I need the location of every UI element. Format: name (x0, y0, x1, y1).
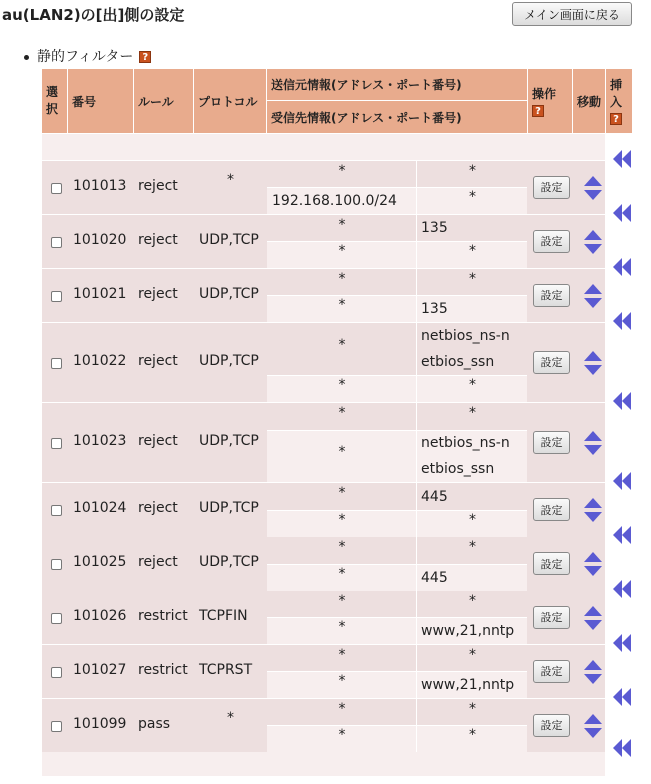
source-address: * (338, 271, 346, 287)
rule-number: 101022 (73, 352, 127, 369)
rule-type: restrict (138, 661, 188, 678)
select-checkbox[interactable] (51, 721, 62, 732)
insert-here-icon[interactable] (612, 738, 634, 758)
source-address: * (338, 337, 346, 353)
insert-here-icon[interactable] (612, 525, 634, 545)
setting-button[interactable]: 設定 (533, 176, 570, 199)
protocol: UDP,TCP (199, 285, 259, 302)
rule-number: 101025 (73, 554, 127, 570)
rule-type: reject (138, 177, 178, 194)
rule-type: reject (138, 500, 178, 516)
insert-here-icon[interactable] (612, 149, 634, 169)
move-updown-icon[interactable] (583, 713, 603, 739)
source-address: * (338, 701, 346, 717)
header-source (267, 69, 527, 100)
insert-here-icon[interactable] (612, 257, 634, 277)
dest-address: * (338, 619, 346, 635)
protocol: UDP,TCP (199, 352, 259, 369)
select-checkbox[interactable] (51, 559, 62, 570)
protocol: * (227, 709, 234, 726)
source-port: * (469, 405, 476, 421)
help-icon[interactable]: ? (139, 51, 151, 63)
header-rule-label: ルール (138, 94, 174, 109)
source-port: 445 (421, 488, 448, 505)
insert-here-icon[interactable] (612, 579, 634, 599)
source-port: * (469, 271, 476, 287)
select-checkbox[interactable] (51, 438, 62, 449)
source-address: * (338, 593, 346, 609)
header-number (68, 69, 133, 133)
move-updown-icon[interactable] (583, 551, 603, 577)
header-operation (528, 69, 572, 133)
dest-address: * (338, 377, 346, 393)
dest-address: * (338, 727, 346, 743)
rule-type: reject (138, 352, 178, 369)
insert-column-strip (606, 134, 632, 774)
header-move-label: 移動 (577, 94, 602, 109)
select-checkbox[interactable] (51, 667, 62, 678)
select-checkbox[interactable] (51, 613, 62, 624)
rule-number: 101020 (73, 231, 127, 248)
insert-here-icon[interactable] (612, 471, 634, 491)
protocol: UDP,TCP (199, 231, 259, 248)
source-address: * (338, 163, 346, 179)
header-protocol (194, 69, 266, 133)
rule-type: reject (138, 432, 178, 449)
source-port: * (469, 647, 476, 663)
select-checkbox[interactable] (51, 505, 62, 516)
move-updown-icon[interactable] (583, 350, 603, 376)
protocol: UDP,TCP (199, 432, 259, 449)
move-updown-icon[interactable] (583, 659, 603, 685)
dest-address: 192.168.100.0/24 (272, 192, 397, 209)
source-address: * (338, 217, 346, 233)
dest-address: * (338, 297, 346, 313)
dest-port: * (469, 727, 476, 743)
header-protocol-label: プロトコル (198, 94, 258, 109)
setting-button[interactable]: 設定 (533, 714, 570, 737)
source-address: * (338, 647, 346, 663)
source-address: * (338, 485, 346, 501)
header-rule (134, 69, 193, 133)
rule-type: pass (138, 715, 171, 732)
dest-port: * (469, 512, 476, 528)
insert-here-icon[interactable] (612, 391, 634, 411)
header-insert (606, 69, 632, 133)
rule-number: 101021 (73, 285, 127, 302)
rule-number: 101026 (73, 607, 127, 624)
dest-port: * (469, 243, 476, 259)
source-port: netbios_ns-netbios_ssn (421, 328, 510, 370)
rule-type: reject (138, 285, 178, 302)
setting-button[interactable]: 設定 (533, 230, 570, 253)
dest-port: 445 (421, 569, 448, 586)
table-spacer-row (42, 134, 605, 160)
source-port: * (469, 701, 476, 717)
header-source-label: 送信元情報(アドレス・ポート番号) (271, 78, 462, 92)
move-updown-icon[interactable] (583, 497, 603, 523)
dest-address: * (338, 673, 346, 689)
insert-here-icon[interactable] (612, 203, 634, 223)
dest-port: * (469, 189, 476, 205)
rule-type: reject (138, 554, 178, 570)
dest-port: 135 (421, 300, 448, 317)
protocol: * (227, 171, 234, 188)
dest-address: * (338, 566, 346, 582)
protocol: TCPFIN (199, 607, 248, 624)
header-insert-help-icon[interactable]: ? (610, 113, 622, 125)
protocol: TCPRST (199, 661, 253, 678)
move-updown-icon[interactable] (583, 229, 603, 255)
rule-type: reject (138, 231, 178, 248)
rule-number: 101099 (73, 715, 127, 732)
rule-number: 101024 (73, 500, 127, 516)
setting-button[interactable]: 設定 (533, 660, 570, 683)
insert-here-icon[interactable] (612, 687, 634, 707)
header-operation-label: 操作 (532, 87, 557, 101)
protocol: UDP,TCP (199, 554, 259, 570)
move-updown-icon[interactable] (583, 283, 603, 309)
source-port: 135 (421, 220, 448, 236)
protocol: UDP,TCP (199, 500, 259, 516)
header-move (573, 69, 605, 133)
header-select-label: 選択 (46, 85, 59, 116)
dest-address: * (338, 512, 346, 528)
bullet-icon (24, 55, 29, 60)
setting-button[interactable]: 設定 (533, 552, 570, 575)
dest-port: * (469, 377, 476, 393)
move-updown-icon[interactable] (583, 430, 603, 456)
source-port: * (469, 539, 476, 555)
source-port: * (469, 593, 476, 609)
rule-number: 101023 (73, 432, 127, 449)
dest-address: * (338, 444, 346, 460)
source-address: * (338, 405, 346, 421)
dest-port: netbios_ns-netbios_ssn (421, 435, 510, 477)
setting-button[interactable]: 設定 (533, 498, 570, 521)
rule-number: 101013 (73, 177, 127, 194)
page-title: au(LAN2)の[出]側の設定 (2, 6, 185, 24)
move-updown-icon[interactable] (583, 605, 603, 631)
header-insert-label: 挿入 (610, 78, 623, 109)
setting-button[interactable]: 設定 (533, 284, 570, 307)
section-heading (24, 46, 151, 66)
select-checkbox[interactable] (51, 291, 62, 302)
header-number-label: 番号 (72, 94, 97, 109)
header-select (42, 69, 67, 133)
select-checkbox[interactable] (51, 183, 62, 194)
rule-number: 101027 (73, 661, 127, 678)
dest-address: * (338, 243, 346, 259)
select-checkbox[interactable] (51, 237, 62, 248)
insert-here-icon[interactable] (612, 311, 634, 331)
move-updown-icon[interactable] (583, 175, 603, 201)
setting-button[interactable]: 設定 (533, 431, 570, 454)
header-operation-help-icon[interactable]: ? (532, 105, 544, 117)
table-spacer-row (42, 752, 605, 776)
header-dest-label: 受信先情報(アドレス・ポート番号) (271, 110, 462, 125)
source-address: * (338, 539, 346, 555)
header-dest (267, 101, 527, 133)
main-screen-button[interactable]: メイン画面に戻る (512, 2, 632, 26)
section-title: 静的フィルター (37, 49, 134, 65)
setting-button[interactable]: 設定 (533, 606, 570, 629)
setting-button[interactable]: 設定 (533, 351, 570, 374)
dest-port: www,21,nntp (421, 622, 515, 639)
dest-port: www,21,nntp (421, 676, 515, 693)
source-port: * (469, 163, 476, 179)
select-checkbox[interactable] (51, 358, 62, 369)
rule-type: restrict (138, 607, 188, 624)
insert-here-icon[interactable] (612, 633, 634, 653)
